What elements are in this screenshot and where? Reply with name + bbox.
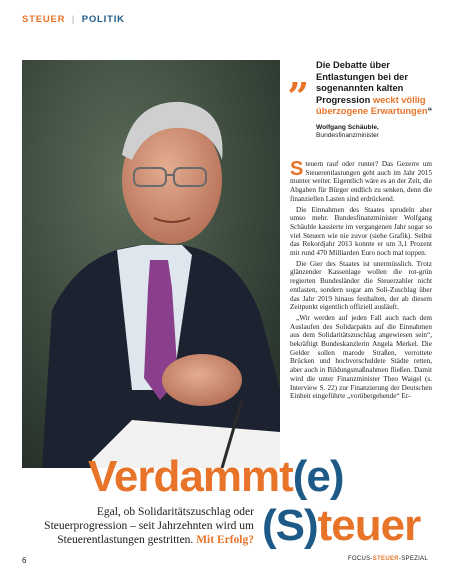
headline-line-1 — [88, 452, 344, 501]
quote-text-start: Die Debatte über Entlastungen bei der sogenannten kalten Progression — [316, 60, 408, 105]
footer-brand-c: -SPEZIAL — [398, 556, 428, 562]
rubric-separator: | — [71, 14, 76, 25]
subsection-label: POLITIK — [81, 14, 125, 25]
article-paragraph-2: Die Einnahmen des Staates sprudeln aber umso mehr. Bundesfinanzminister Wolfgang Schäuble kassierte im vergangenen Jahr sogar so viel Steuern wie nie zuvor (siehe Grafik). Selbst das Rekordjahr 2013 konnte er um 3,1 Prozent mit rund 470 Milliarden Euro noch mal toppen. — [290, 205, 432, 258]
headline-paren-2: (S) — [262, 501, 318, 550]
page-number: 6 — [22, 556, 27, 565]
headline-line-2 — [262, 501, 421, 550]
footer-brand-b: STEUER — [372, 556, 399, 562]
article-paragraph-4: „Wir werden auf jeden Fall auch nach dem Auslaufen des Solidarpakts auf die Einnahmen aus dem Solidaritätszuschlag angewiesen sein“, bekräftigt Bundeskanzlerin Angela Merkel. Die Gelder sollen marode Straßen, verrottete Brücken und hochverschuldete Städte retten, aber auch in Bildungsmaßnahmen fließen. Damit wird die unter Finanzminister Theo Waigel (s. Interview S. 22) zur Finanzierung der Deutschen Einheit eingeführte „vorübergehende“ Er- — [290, 313, 432, 401]
quote-author-role: Bundesfinanzminister — [316, 132, 380, 140]
article-paragraph-1 — [290, 160, 432, 204]
quote-text — [288, 60, 434, 118]
quote-highlight: weckt völlig überzogene Erwartungen — [316, 94, 428, 117]
headline-word-1: Verdammt — [88, 452, 293, 501]
headline-word-2: teuer — [317, 501, 421, 550]
headline-paren-1: (e) — [292, 452, 344, 501]
quote-text-end: “ — [427, 106, 433, 117]
footer-brand-a: FOCUS- — [347, 556, 373, 562]
pull-quote — [288, 52, 434, 141]
article-paragraph-3: Die Gier des Staates ist unermüsslich. Trotz glänzender Kassenlage wollen die rot-grün regierten Bundesländer die Steuerzahler nicht entlasten, sondern sogar am Soli-Zuschlag über das Jahr 2019 hinaus festhalten, der ab diesem Zeitpunkt eigentlich offiziell ausläuft. — [290, 259, 432, 312]
deck-body: Egal, ob Solidaritätszuschlag oder Steuerprogression – seit Jahrzehnten wird um Steuerentlastungen gestritten. — [44, 506, 254, 546]
quote-attribution — [288, 124, 434, 141]
deck-highlight: Mit Erfolg? — [196, 534, 254, 546]
section-rubric — [22, 14, 125, 25]
drop-cap: S — [290, 158, 304, 180]
article-paragraph-1-text: teuern rauf oder runter? Das Gezerre um Steuerentlastungen geht auch im Jahr 2015 munter weiter. Eigentlich wäre es an der Zeit, die Abgaben für Bürger endlich zu senken, denn die finanziellen Lasten sind erdrückend. — [290, 160, 432, 203]
quote-author-name: Wolfgang Schäuble, — [316, 123, 379, 131]
section-label: STEUER — [22, 14, 66, 25]
magazine-footer — [348, 556, 428, 562]
deck-text — [28, 505, 254, 547]
article-body — [290, 160, 432, 403]
quote-mark-icon: „ — [288, 52, 310, 97]
portrait-photo — [22, 60, 280, 468]
